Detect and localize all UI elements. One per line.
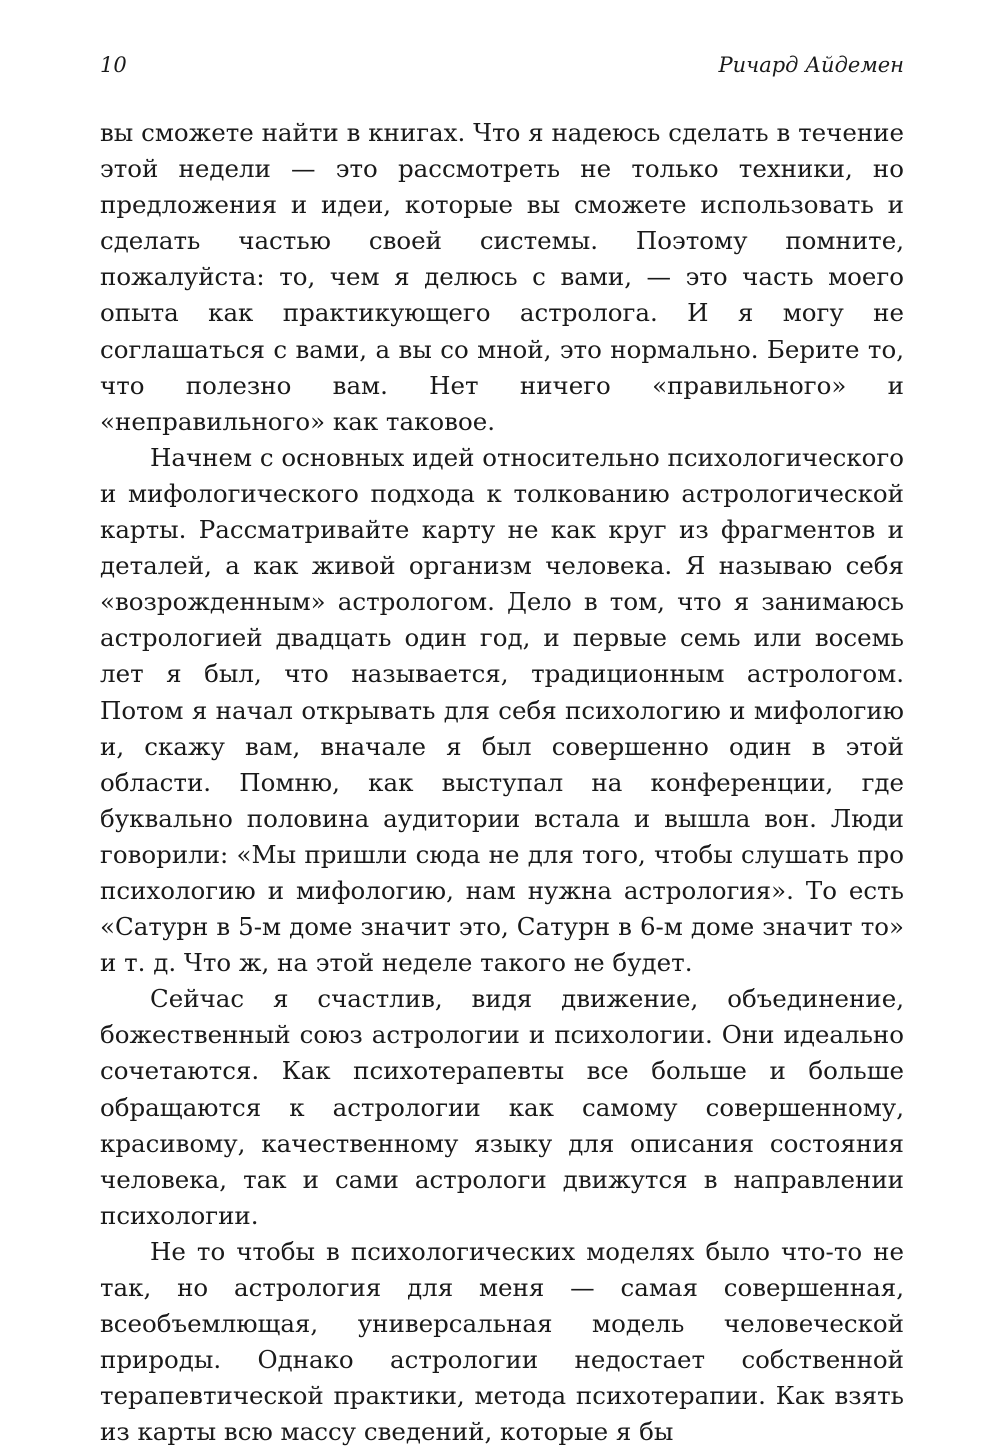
paragraph: Не то чтобы в психологических моделях было что-то не так, но астрология для меня — самая совершенная, всеобъемлющая, универсальная модель человеческой природы. Однако астрологии недостает собственной терапевтической практики, метода психотерапии. Как взять из карты всю массу сведений, которые я бы bbox=[100, 1236, 904, 1447]
body-text bbox=[100, 115, 904, 1450]
paragraph: Сейчас я счастлив, видя движение, объединение, божественный союз астрологии и психологии. Они идеально сочетаются. Как психотерапевты все больше и больше обращаются к астрологии как самому совершенному, красивому, качественному языку для описания состояния человека, так и сами астрологи движутся в направлении психологии. bbox=[100, 984, 904, 1230]
page-number: 10 bbox=[100, 53, 127, 77]
running-head-author: Ричард Айдемен bbox=[718, 53, 904, 77]
paragraph: Начнем с основных идей относительно психологического и мифологического подхода к толкованию астрологической карты. Рассматривайте карту не как круг из фрагментов и деталей, а как живой организм человека. Я называю себя «возрожденным» астрологом. Дело в том, что я занимаюсь астрологией двадцать один год, и первые семь или восемь лет я был, что называется, традиционным астрологом. Потом я начал открывать для себя психологию и мифологию и, скажу вам, вначале я был совершенно один в этой области. Помню, как выступал на конференции, где буквально половина аудитории встала и вышла вон. Люди говорили: «Мы пришли сюда не для того, чтобы слушать про психологию и мифологию, нам нужна астрология». То есть «Сатурн в 5-м доме значит это, Сатурн в 6-м доме значит то» и т. д. Что ж, на этой неделе такого не будет. bbox=[100, 442, 904, 978]
page-header bbox=[100, 50, 904, 80]
paragraph: вы сможете найти в книгах. Что я надеюсь сделать в течение этой недели — это рассмотреть не только техники, но предложения и идеи, которые вы сможете использовать и сделать частью своей системы. Поэтому помните, пожалуйста: то, чем я делюсь с вами, — это часть моего опыта как практикующего астролога. И я могу не соглашаться с вами, а вы со мной, это нормально. Берите то, что полезно вам. Нет ничего «правильного» и «неправильного» как таковое. bbox=[100, 118, 904, 436]
